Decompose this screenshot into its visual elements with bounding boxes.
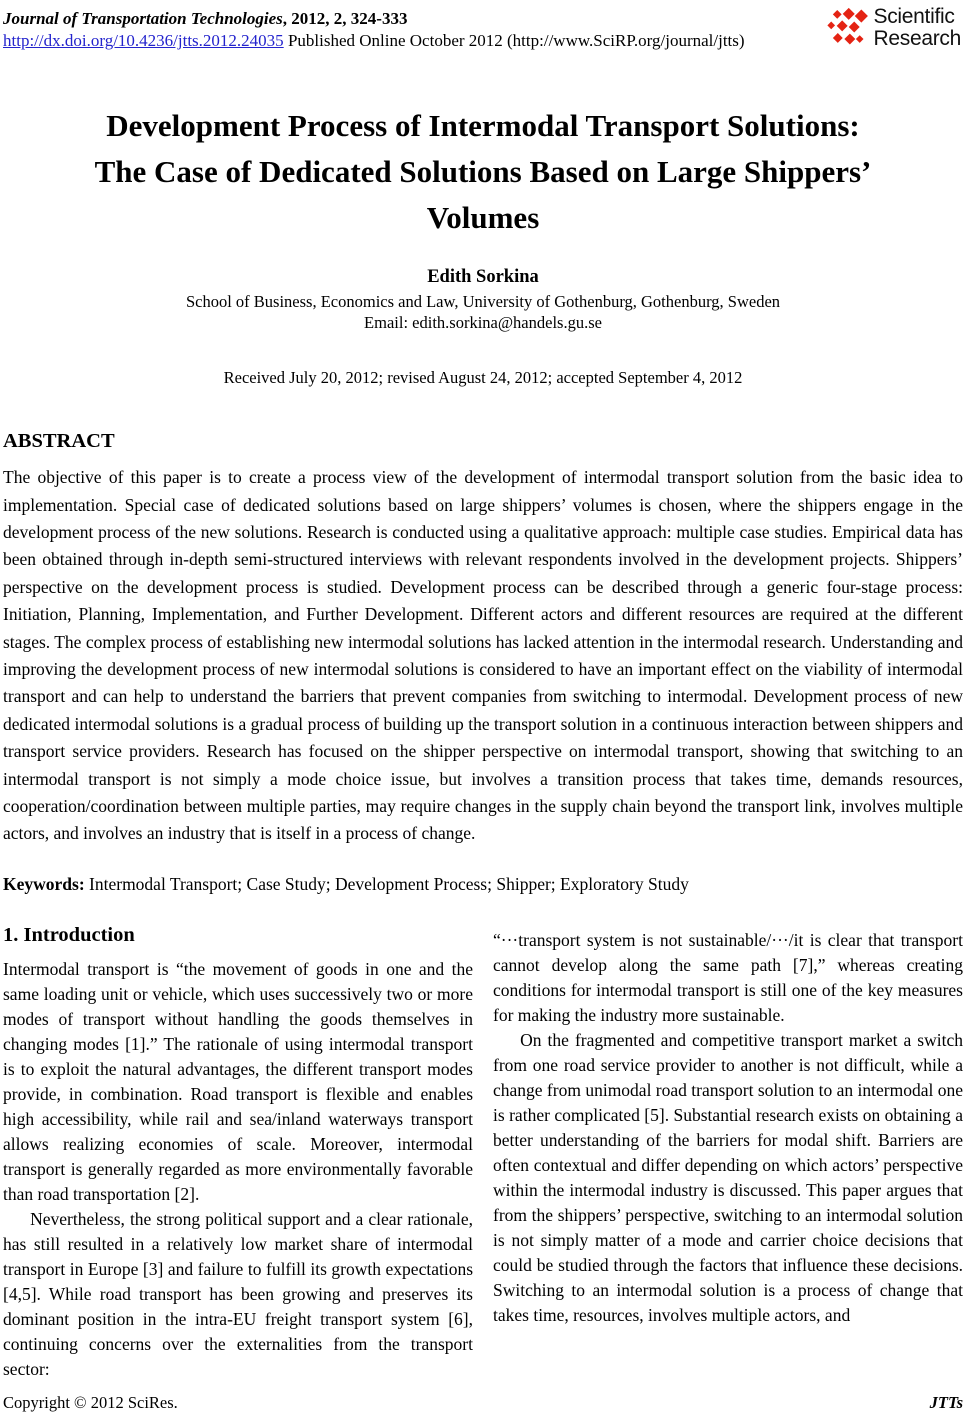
- right-column: [493, 923, 963, 1383]
- article-title-line3: Volumes: [426, 199, 540, 235]
- doi-link[interactable]: http://dx.doi.org/10.4236/jtts.2012.24035: [3, 31, 284, 51]
- keywords-text: Intermodal Transport; Case Study; Development Process; Shipper; Exploratory Study: [84, 873, 689, 894]
- publish-line: [3, 30, 745, 52]
- article-title-line1: Development Process of Intermodal Transport Solutions:: [106, 107, 860, 143]
- author-affiliation: School of Business, Economics and Law, University of Gothenburg, Gothenburg, Sweden: [185, 291, 781, 311]
- intro-paragraph-3: “···transport system is not sustainable/···/it is clear that transport cannot develop along the same path [7],” whereas creating conditions for intermodal transport is still one of the key measures for making the industry more sustainable.: [493, 929, 963, 1025]
- publisher-name-line1: Scientific: [873, 5, 955, 28]
- abstract-text: The objective of this paper is to create a process view of the development of intermodal transport solution from the basic idea to implementation. Special case of dedicated solutions based on large shippers’ volumes is chosen, where the shippers engage in the development process of the new solutions. Research is conducted using a qualitative approach: multiple case studies. Empirical data has been obtained through in-depth semi-structured interviews with relevant respondents involved in the development projects. Shippers’ perspective on the development process is studied. Development process can be described through a generic four-stage process: Initiation, Planning, Implementation, and Further Development. Different actors and different resources are required at the different stages. The complex process of establishing new intermodal solutions has lacked attention in the intermodal research. Understanding and improving the development process of new intermodal solutions is considered to have an important effect on the viability of intermodal transport and can help to understand the barriers that prevent companies from switching to intermodal. Development process of new dedicated intermodal solutions is a gradual process of building up the transport solution in a continuous interaction between shippers and transport service providers. Research has focused on the shipper perspective on intermodal transport, showing that switching to an intermodal transport is not simply a mode choice issue, but involves a transition process that takes time, demands resources, cooperation/coordination between multiple parties, may require changes in the supply chain beyond the transport link, involves multiple actors, and involves an industry that is itself in a process of change.: [3, 467, 963, 844]
- article-title-line2: The Case of Dedicated Solutions Based on Large Shippers’: [94, 153, 872, 189]
- author-name: Edith Sorkina: [427, 266, 539, 287]
- journal-name: Journal of Transportation Technologies: [3, 9, 283, 28]
- abstract-heading: ABSTRACT: [3, 430, 115, 453]
- introduction-heading: 1. Introduction: [3, 923, 135, 946]
- body-columns: [3, 923, 963, 1383]
- copyright-notice: Copyright © 2012 SciRes.: [3, 1393, 178, 1412]
- keywords-line: [3, 874, 963, 895]
- page-footer: [3, 1393, 963, 1413]
- publisher-logo: [823, 6, 963, 50]
- page-header: [3, 6, 963, 53]
- journal-issue-pages: , 2012, 2, 324-333: [282, 9, 408, 28]
- journal-info: [3, 6, 745, 53]
- intro-paragraph-2: Nevertheless, the strong political support and a clear rationale, has still resulted in a relatively low market share of intermodal transport in Europe [3] and failure to fulfill its growth expectations [4,5]. While road transport has been growing and preserves its dominant position in the intra-EU freight transport system [6], continuing concerns over the externalities from the transport sector:: [3, 1209, 473, 1380]
- article-title: [3, 103, 963, 241]
- author-email: Email: edith.sorkina@handels.gu.se: [364, 312, 602, 332]
- journal-citation-line: [3, 8, 745, 30]
- intro-paragraph-4: On the fragmented and competitive transport market a switch from one road service provider to another is not difficult, while a change from unimodal road transport solution to an intermodal one is rather complicated [5]. Substantial research exists on obtaining a better understanding of the barriers for modal shift. Barriers are often contextual and differ depending on which actors’ perspective within the intermodal industry is discussed. This paper argues that from the shippers’ perspective, switching to an intermodal solution is not simply matter of a mode and carrier choice decisions that could be studied through the factors that influence these decisions. Switching to an intermodal solution is a process of change that takes time, resources, involves multiple actors, and: [493, 1029, 963, 1325]
- scientific-research-diamonds-icon: [823, 6, 869, 48]
- intro-paragraph-1: Intermodal transport is “the movement of goods in one and the same loading unit or vehicle, which uses successively two or more modes of transport without handling the goods themselves in changing modes [1].” The rationale of using intermodal transport is to exploit the natural advantages, the different transport modes provide, in combination. Road transport is flexible and enables high accessibility, while rail and sea/inland waterways transport allows realizing economies of scale. Moreover, intermodal transport is generally regarded as more environmentally favorable than road transportation [2].: [3, 959, 473, 1205]
- received-dates: Received July 20, 2012; revised August 24, 2012; accepted September 4, 2012: [223, 368, 743, 388]
- keywords-label: Keywords:: [3, 873, 85, 894]
- journal-abbreviation: JTTs: [929, 1393, 963, 1412]
- published-online-text: Published Online October 2012 (http://www.SciRP.org/journal/jtts): [283, 31, 745, 51]
- publisher-name-line2: Research: [873, 26, 961, 50]
- publisher-name: [874, 6, 961, 50]
- left-column: [3, 923, 473, 1383]
